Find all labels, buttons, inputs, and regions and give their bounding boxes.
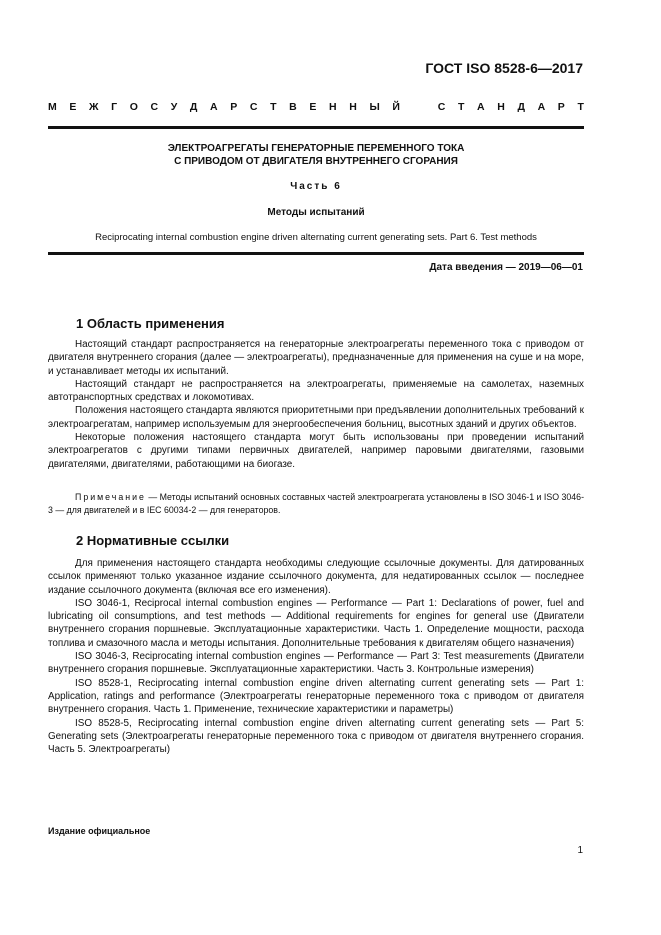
banner-letter: А <box>477 101 485 113</box>
banner-letter: С <box>150 101 159 113</box>
banner-letter: Р <box>557 101 565 113</box>
section-2-body <box>48 557 584 756</box>
banner-letter: А <box>210 101 218 113</box>
paragraph: Настоящий стандарт не распространяется на электроагрегаты, применяемые на самолетах, наземных автотранспортных средствах и локомотивах. <box>48 378 584 404</box>
banner-letter: М <box>48 101 57 113</box>
banner-letter: Ж <box>89 101 99 113</box>
subtitle: Методы испытаний <box>267 207 365 218</box>
interstate-standard-banner <box>48 101 584 113</box>
banner-letter: Т <box>270 101 277 113</box>
section-1-heading: 1 Область применения <box>76 316 225 331</box>
paragraph: Настоящий стандарт распространяется на генераторные электроагрегаты переменного тока с приводом от двигателя внутреннего сгорания (далее — электроагрегаты), предназначенные для применения на суше и на море, и устанавливает методы их испытаний. <box>48 339 584 377</box>
banner-letter: В <box>289 101 297 113</box>
reference-item: ISO 8528-1, Reciprocating internal combustion engine driven alternating current generating sets — Part 1: Application, ratings and performance (Электроагрегаты генераторные переменного тока с приводом от двигателя внутреннего сгорания. Часть 1. Применение, технические характеристики и параметры) <box>48 677 584 716</box>
note-label: Примечание <box>75 492 146 502</box>
paragraph: Положения настоящего стандарта являются приоритетными при предъявлении дополнительных требований к электроагрегатам, например используемым для энергообеспечения больниц, высотных зданий и других объектов. <box>48 405 584 430</box>
banner-letter: С <box>437 101 446 113</box>
page-number: 1 <box>577 845 583 856</box>
bottom-divider <box>48 252 584 255</box>
banner-letter: У <box>170 101 178 113</box>
banner-letter: Ы <box>369 101 380 113</box>
banner-letter: Г <box>111 101 118 113</box>
banner-letter: Е <box>69 101 77 113</box>
part-label: Часть 6 <box>290 181 342 192</box>
banner-letter: Т <box>577 101 584 113</box>
note-text: — Методы испытаний основных составных частей электроагрегата установлены в ISO 3046-1 и ISO 3046-3 — для двигателей и в IEC 60034-2 — для генераторов. <box>48 492 584 515</box>
banner-letter: О <box>129 101 138 113</box>
banner-letter: Р <box>230 101 238 113</box>
banner-letter: С <box>249 101 258 113</box>
introduction-date: Дата введения — 2019—06—01 <box>429 262 583 273</box>
banner-letter: А <box>537 101 546 113</box>
title-line-2: С ПРИВОДОМ ОТ ДВИГАТЕЛЯ ВНУТРЕННЕГО СГОРАНИЯ <box>174 156 458 167</box>
banner-letter: Й <box>392 101 400 113</box>
banner-letter: Д <box>189 101 198 113</box>
top-divider <box>48 126 584 129</box>
banner-letter: Н <box>329 101 337 113</box>
banner-letter: Д <box>517 101 525 113</box>
banner-letter: Н <box>349 101 357 113</box>
section-1-body <box>48 338 584 471</box>
title-line-1: ЭЛЕКТРОАГРЕГАТЫ ГЕНЕРАТОРНЫЕ ПЕРЕМЕННОГО ТОКА <box>167 143 465 154</box>
english-title: Reciprocating internal combustion engine driven alternating current generating sets. Part 6. Test methods <box>95 232 537 243</box>
reference-item: ISO 3046-3, Reciprocating internal combustion engines — Performance — Part 3: Test measurements (Двигатели внутреннего сгорания поршневые. Эксплуатационные характеристики. Часть 3. Контрольные измерения) <box>48 651 584 676</box>
banner-letter: Н <box>497 101 505 113</box>
standard-code: ГОСТ ISO 8528-6—2017 <box>425 60 583 76</box>
official-edition-label: Издание официальное <box>48 826 151 836</box>
reference-item: ISO 8528-5, Reciprocating internal combustion engine driven alternating current generating sets — Part 5: Generating sets (Электроагрегаты генераторные переменного тока с приводом от двигателя внутреннего сгорания. Часть 5. Электроагрегаты) <box>48 717 584 756</box>
banner-letter: Т <box>457 101 465 113</box>
reference-item: ISO 3046-1, Reciprocal internal combustion engines — Performance — Part 1: Declarations of power, fuel and lubricating oil consumptions, and test methods — Additional requirements for engines for general use (Двигатели внутреннего сгорания поршневые. Эксплуатационные характеристики. Часть 1. Определение мощности, расхода топлива и смазочного масла и методы испытания. Дополнительные требования к двигателям общего назначения) <box>48 597 584 649</box>
banner-letter: Е <box>309 101 317 113</box>
paragraph: Для применения настоящего стандарта необходимы следующие ссылочные документы. Для датированных ссылок применяют только указанное издание ссылочного документа, для недатированных ссылок — последнее издание ссылочного документа (включая все его изменения). <box>48 558 584 596</box>
section-2-heading: 2 Нормативные ссылки <box>76 533 230 548</box>
note <box>48 491 584 516</box>
paragraph: Некоторые положения настоящего стандарта могут быть использованы при проведении испытаний электроагрегатов с другими типами первичных двигателей, например паровыми двигателями, газовыми двигателями, двигателями, работающими на биогазе. <box>48 432 584 470</box>
